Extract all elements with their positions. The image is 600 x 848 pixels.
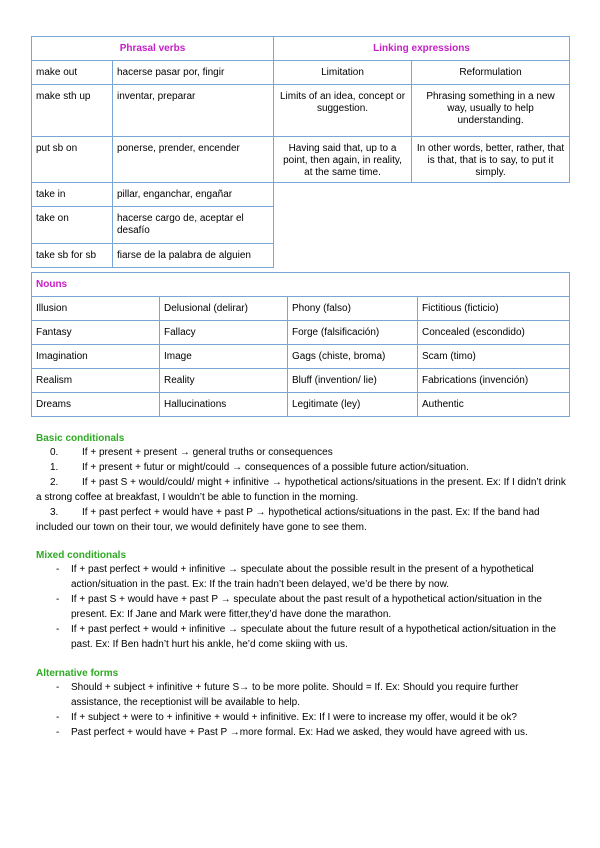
alternative-forms-section <box>36 667 571 740</box>
list-text: If + past S + would/could/ might + infinitive → hypothetical actions/situations in the present. Ex: If I didn’t drink a strong coffee at breakfast, I wouldn’t be able to function in the morning. <box>36 477 566 503</box>
phrasal-verb: put sb on <box>32 137 113 183</box>
pv-header-row <box>32 37 570 61</box>
reformulation-subheader: Reformulation <box>412 61 570 85</box>
nouns-table <box>31 272 570 417</box>
list-number: 3. <box>50 507 59 518</box>
dash-bullet: - <box>56 727 60 738</box>
table-row <box>32 297 570 321</box>
linking-expressions-header: Linking expressions <box>274 37 570 61</box>
noun-cell: Reality <box>160 369 288 393</box>
list-text: If + past perfect + would + infinitive → speculate about the future result of a hypothetical action/situation in the past. Ex: If Ben hadn’t hurt his ankle, he’d come skiing with us. <box>71 624 557 650</box>
mixed-conditionals-title: Mixed conditionals <box>36 550 127 561</box>
reformulation-text: In other words, better, rather, that is that, that is to say, to put it simply. <box>412 137 570 183</box>
noun-cell: Phony (falso) <box>288 297 418 321</box>
list-text: Should + subject + infinitive + future S→ to be more polite. Should = If. Ex: Should you require further assistance, the receptionist will be available to help. <box>71 682 519 708</box>
noun-cell: Delusional (delirar) <box>160 297 288 321</box>
noun-cell: Dreams <box>32 393 160 417</box>
phrasal-verbs-header: Phrasal verbs <box>32 37 274 61</box>
list-item <box>36 475 571 505</box>
dash-bullet: - <box>56 712 60 723</box>
table-row <box>32 85 570 137</box>
dash-bullet: - <box>56 682 60 693</box>
list-item <box>36 592 571 622</box>
noun-cell: Forge (falsificación) <box>288 321 418 345</box>
limitation-subheader: Limitation <box>274 61 412 85</box>
limitation-text: Having said that, up to a point, then again, in reality, at the same time. <box>274 137 412 183</box>
list-item <box>36 445 571 460</box>
noun-cell: Illusion <box>32 297 160 321</box>
phrasal-verb: make out <box>32 61 113 85</box>
reformulation-text: Phrasing something in a new way, usually to help understanding. <box>412 85 570 137</box>
noun-cell: Legitimate (ley) <box>288 393 418 417</box>
list-number: 1. <box>50 462 59 473</box>
noun-cell: Bluff (invention/ lie) <box>288 369 418 393</box>
dash-bullet: - <box>56 624 60 635</box>
basic-conditionals-section <box>36 432 571 535</box>
phrasal-meaning: inventar, preparar <box>113 85 274 137</box>
table-row <box>32 137 570 183</box>
phrasal-verb: make sth up <box>32 85 113 137</box>
noun-cell: Concealed (escondido) <box>418 321 570 345</box>
noun-cell: Image <box>160 345 288 369</box>
list-number: 2. <box>50 477 59 488</box>
list-number: 0. <box>50 447 59 458</box>
noun-cell: Imagination <box>32 345 160 369</box>
noun-cell: Fantasy <box>32 321 160 345</box>
limitation-text: Limits of an idea, concept or suggestion. <box>274 85 412 137</box>
phrasal-meaning: pillar, enganchar, engañar <box>113 183 274 207</box>
table-row <box>32 345 570 369</box>
list-item <box>36 562 571 592</box>
table-row <box>32 369 570 393</box>
nouns-header-row <box>32 273 570 297</box>
list-text: Past perfect + would have + Past P →more formal. Ex: Had we asked, they would have agreed with us. <box>71 727 528 738</box>
list-text: If + present + present → general truths or consequences <box>82 447 333 458</box>
dash-bullet: - <box>56 564 60 575</box>
noun-cell: Realism <box>32 369 160 393</box>
nouns-header: Nouns <box>32 273 570 297</box>
list-item <box>36 680 571 710</box>
noun-cell: Fabrications (invención) <box>418 369 570 393</box>
table-row <box>32 207 570 244</box>
list-item <box>36 622 571 652</box>
noun-cell: Fallacy <box>160 321 288 345</box>
dash-bullet: - <box>56 594 60 605</box>
noun-cell: Fictitious (ficticio) <box>418 297 570 321</box>
mixed-conditionals-section <box>36 549 571 652</box>
table-row <box>32 183 570 207</box>
list-text: If + subject + were to + infinitive + would + infinitive. Ex: If I were to increase my offer, would it be ok? <box>71 712 517 723</box>
table-row <box>32 61 570 85</box>
list-item <box>36 505 571 535</box>
list-text: If + present + futur or might/could → consequences of a possible future action/situation. <box>82 462 469 473</box>
list-text: If + past S + would have + past P → speculate about the past result of a hypothetical action/situation in the present. Ex: If Jane and Mark were fitter,they’d have done the marathon. <box>71 594 542 620</box>
basic-conditionals-title: Basic conditionals <box>36 433 125 444</box>
phrasal-verb: take sb for sb <box>32 244 113 268</box>
phrasal-meaning: hacerse cargo de, aceptar el desafío <box>113 207 274 244</box>
alternative-forms-title: Alternative forms <box>36 668 119 679</box>
list-text: If + past perfect + would have + past P → hypothetical actions/situations in the past. Ex: If the band had included our town on their tour, we would definitely have gone to see them. <box>36 507 540 533</box>
list-item <box>36 725 571 740</box>
phrasal-meaning: hacerse pasar por, fingir <box>113 61 274 85</box>
phrasal-verbs-table <box>31 36 570 268</box>
phrasal-verb: take in <box>32 183 113 207</box>
list-item <box>36 460 571 475</box>
list-text: If + past perfect + would + infinitive → speculate about the possible result in the present of a hypothetical action/situation in the past. Ex: If the train hadn’t been delayed, we’d be there by now. <box>71 564 534 590</box>
table-row <box>32 321 570 345</box>
table-row <box>32 244 570 268</box>
table-row <box>32 393 570 417</box>
phrasal-verb: take on <box>32 207 113 244</box>
phrasal-meaning: ponerse, prender, encender <box>113 137 274 183</box>
list-item <box>36 710 571 725</box>
noun-cell: Scam (timo) <box>418 345 570 369</box>
noun-cell: Hallucinations <box>160 393 288 417</box>
phrasal-meaning: fiarse de la palabra de alguien <box>113 244 274 268</box>
noun-cell: Authentic <box>418 393 570 417</box>
noun-cell: Gags (chiste, broma) <box>288 345 418 369</box>
